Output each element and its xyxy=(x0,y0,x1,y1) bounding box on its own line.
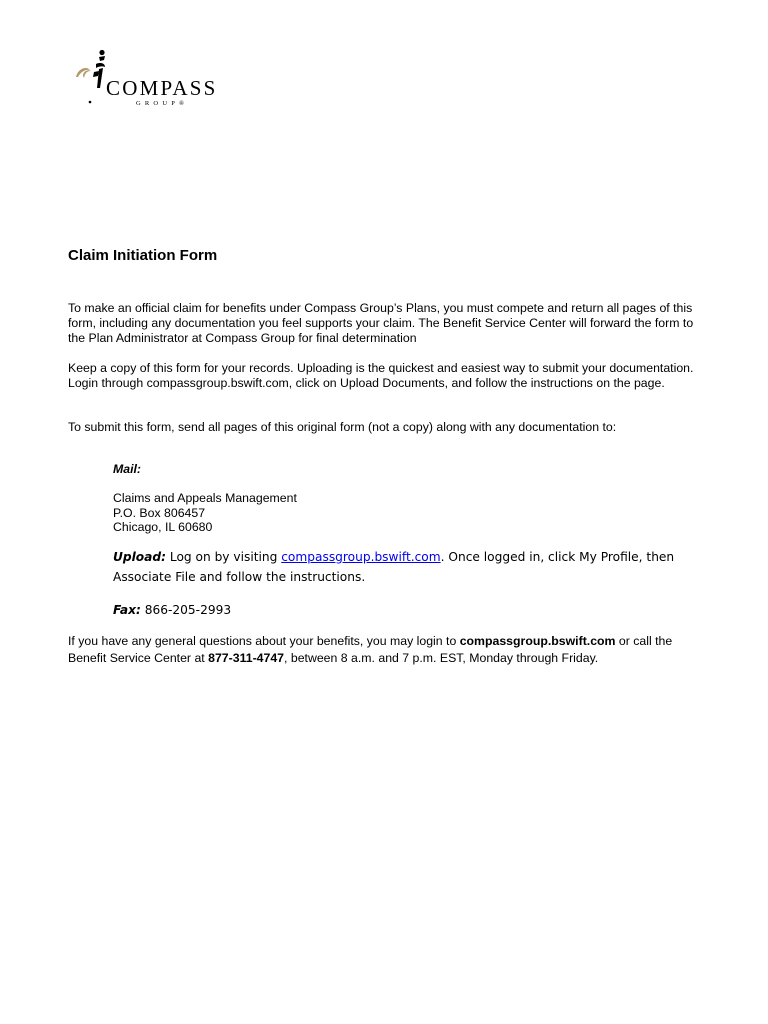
fax-line xyxy=(113,600,703,620)
mail-label-text: Mail: xyxy=(113,462,142,476)
footer-site: compassgroup.bswift.com xyxy=(459,634,616,648)
footer-text-1: If you have any general questions about your benefits, you may login to xyxy=(68,634,460,648)
upload-link[interactable]: compassgroup.bswift.com xyxy=(281,550,441,564)
logo-wordmark: COMPASS xyxy=(106,76,218,100)
mail-address-line-2: P.O. Box 806457 xyxy=(113,505,206,520)
upload-label: Upload: xyxy=(113,550,166,564)
intro-paragraph-2: Keep a copy of this form for your records. Uploading is the quickest and easiest way to submit your documentation. Login through compassgroup.bswift.com, click on Upload Documents, and follow the instructions on the page. xyxy=(68,361,694,390)
mail-label xyxy=(113,462,703,477)
page-title: Claim Initiation Form xyxy=(68,247,218,264)
intro-paragraph-3: To submit this form, send all pages of this original form (not a copy) along with any documentation to: xyxy=(68,420,617,434)
fax-label: Fax: xyxy=(113,603,141,617)
compass-group-logo xyxy=(74,48,234,108)
upload-instructions xyxy=(113,547,703,587)
logo-submark: GROUP® xyxy=(136,100,189,107)
upload-text-before: Log on by visiting xyxy=(166,550,282,564)
footer-text-2: or call the Benefit Service Center at xyxy=(68,634,673,665)
footer-phone: 877-311-4747 xyxy=(208,650,285,665)
mail-address xyxy=(113,491,703,535)
footer-text-3: , between 8 a.m. and 7 p.m. EST, Monday through Friday. xyxy=(284,650,599,665)
upload-text-after: . Once logged in, click My Profile, then Associate File and follow the instructions. xyxy=(113,550,675,584)
fax-number: 866-205-2993 xyxy=(140,603,232,617)
intro-paragraph-1: To make an official claim for benefits under Compass Group’s Plans, you must compete and return all pages of this form, including any documentation you feel supports your claim. The Benefit Service Center will forward the form to the Plan Administrator at Compass Group for final determination xyxy=(68,301,694,345)
mail-address-line-3: Chicago, IL 60680 xyxy=(113,520,213,534)
mail-address-line-1: Claims and Appeals Management xyxy=(113,491,297,505)
footer-paragraph xyxy=(68,633,700,666)
